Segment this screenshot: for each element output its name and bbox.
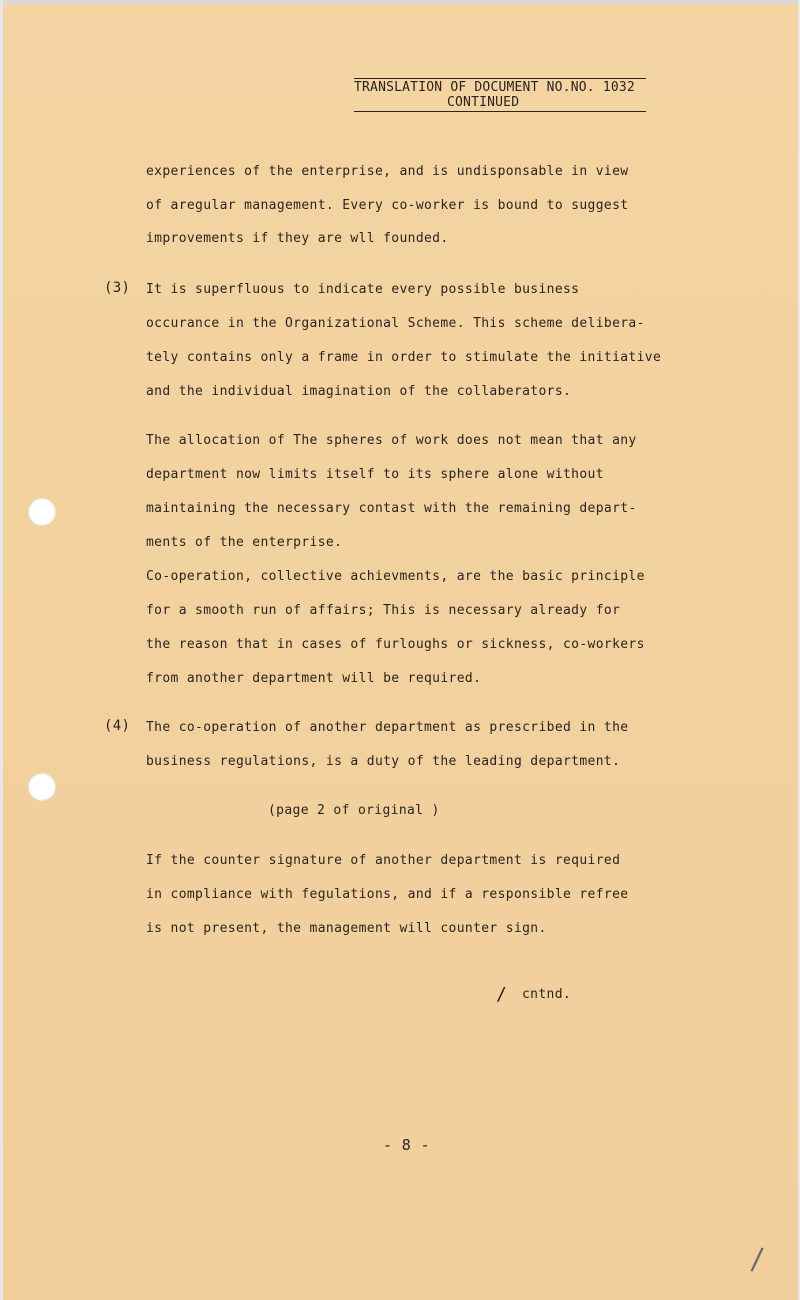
- paragraph-2-line-2: occurance in the Organizational Scheme. This scheme delibera-: [146, 316, 645, 331]
- paragraph-3-line-2: department now limits itself to its sphere alone without: [146, 467, 604, 482]
- paragraph-2-line-3: tely contains only a frame in order to stimulate the initiative: [146, 350, 662, 365]
- paragraph-3-line-3: maintaining the necessary contast with the remaining depart-: [146, 501, 637, 516]
- paragraph-3-line-8: from another department will be required.: [146, 671, 482, 686]
- paragraph-1-line-3: improvements if they are wll founded.: [146, 231, 449, 246]
- paragraph-2-line-4: and the individual imagination of the collaberators.: [146, 384, 572, 399]
- paragraph-1-line-2: of aregular management. Every co-worker is bound to suggest: [146, 198, 629, 213]
- section-number-3: (3): [104, 280, 131, 296]
- paragraph-5-line-3: is not present, the management will counter sign.: [146, 921, 547, 936]
- continued-slash: /: [496, 984, 507, 1005]
- header-continued: CONTINUED: [447, 95, 520, 110]
- paragraph-4-line-2: business regulations, is a duty of the leading department.: [146, 754, 621, 769]
- paragraph-3-line-5: Co-operation, collective achievments, are the basic principle: [146, 569, 645, 584]
- paragraph-4-line-1: The co-operation of another department as prescribed in the: [146, 720, 629, 735]
- punch-hole-upper: [28, 498, 56, 526]
- paragraph-5-line-2: in compliance with fegulations, and if a responsible refree: [146, 887, 629, 902]
- paragraph-3-line-4: ments of the enterprise.: [146, 535, 343, 550]
- document-header: [354, 78, 646, 112]
- header-title: TRANSLATION OF DOCUMENT NO.NO. 1032: [354, 80, 635, 95]
- continued-text: cntnd.: [522, 987, 572, 1002]
- paragraph-3-line-1: The allocation of The spheres of work does not mean that any: [146, 433, 637, 448]
- scan-edge-left: [0, 0, 3, 1300]
- paragraph-2-line-1: It is superfluous to indicate every possible business: [146, 282, 580, 297]
- paragraph-1-line-1: experiences of the enterprise, and is undisponsable in view: [146, 164, 629, 179]
- section-number-4: (4): [104, 718, 131, 734]
- header-rule-bottom: [354, 111, 646, 112]
- paragraph-5-line-1: If the counter signature of another department is required: [146, 853, 621, 868]
- page-number: - 8 -: [383, 1136, 430, 1154]
- scan-edge-top: [0, 0, 800, 4]
- pencil-margin-mark: /: [749, 1241, 765, 1278]
- header-rule-top: [354, 78, 646, 79]
- original-page-reference: (page 2 of original ): [268, 803, 440, 818]
- punch-hole-lower: [28, 773, 56, 801]
- paragraph-3-line-7: the reason that in cases of furloughs or sickness, co-workers: [146, 637, 645, 652]
- paragraph-3-line-6: for a smooth run of affairs; This is necessary already for: [146, 603, 621, 618]
